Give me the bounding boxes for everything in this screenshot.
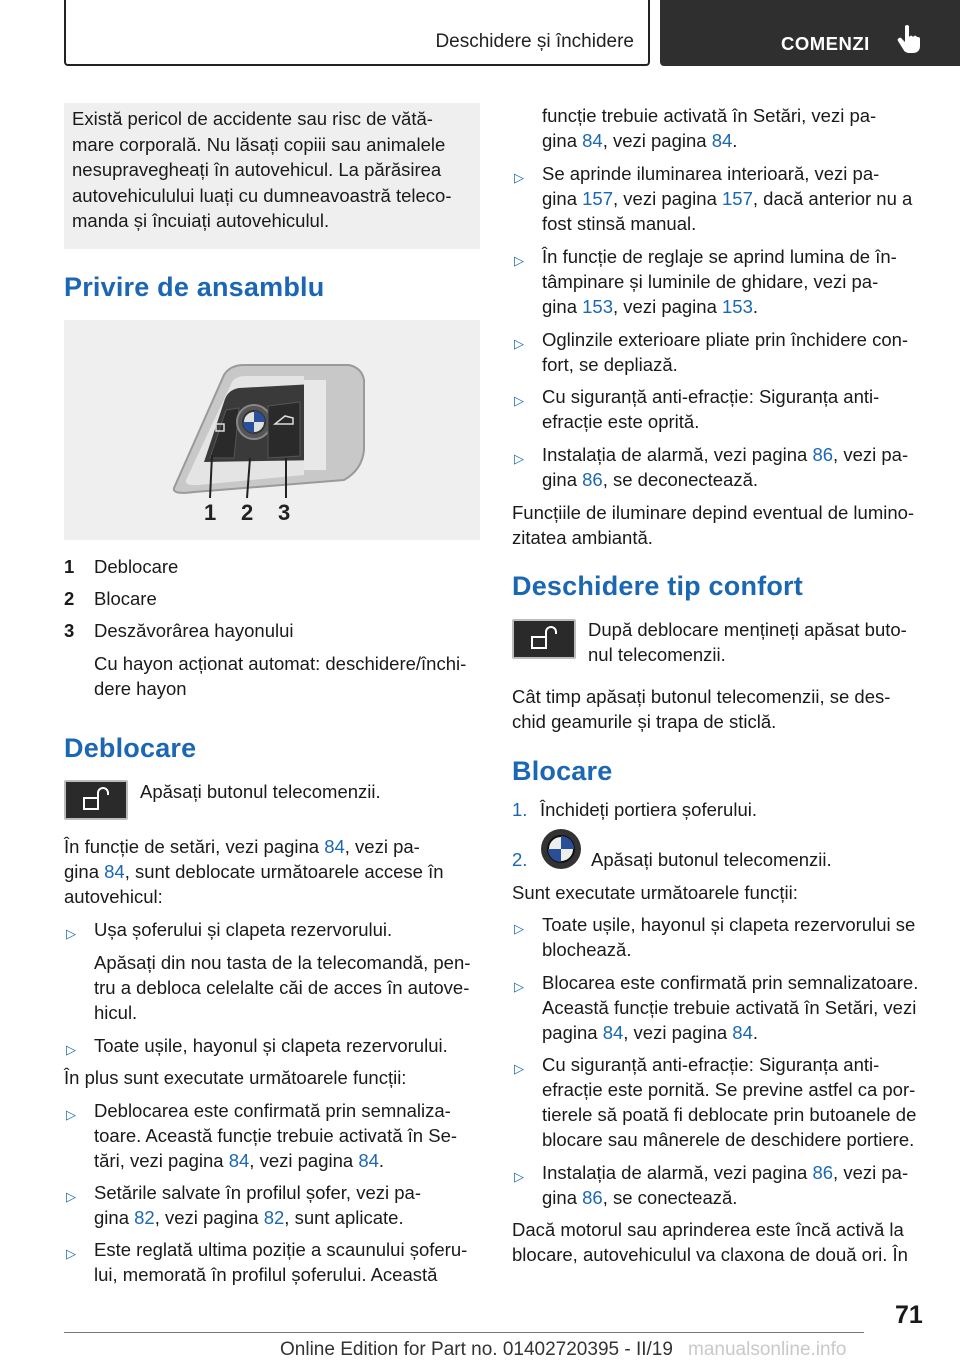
bullet-text: Blocarea este confirmată prin semnalizatoare. bbox=[542, 972, 919, 993]
bullet-text: gina 153, vezi pagina 153. bbox=[542, 296, 759, 317]
bullet-subtext: hicul. bbox=[94, 1002, 138, 1023]
bullet-subtext: tru a debloca celelalte căi de acces în autove- bbox=[94, 977, 470, 998]
bullet-text: efracție este pornită. Se previne astfel ca por- bbox=[542, 1079, 916, 1100]
bullet-triangle-icon: ▷ bbox=[66, 1189, 76, 1204]
bullet-triangle-icon: ▷ bbox=[66, 1042, 76, 1057]
bullet-triangle-icon: ▷ bbox=[66, 1107, 76, 1122]
page-link[interactable]: 84 bbox=[732, 1022, 753, 1043]
step-number: 1. bbox=[512, 799, 528, 820]
step-text: Apăsați butonul telecomenzii. bbox=[591, 849, 832, 870]
page-link[interactable]: 157 bbox=[582, 188, 613, 209]
open-lock-icon bbox=[66, 782, 126, 818]
page-link[interactable]: 84 bbox=[711, 130, 733, 151]
bullet-text: Deblocarea este confirmată prin semnaliza- bbox=[94, 1100, 451, 1121]
bullet-text: blocare sau mânerele de deschidere portiere. bbox=[542, 1129, 915, 1150]
bullet-text: fort, se depliază. bbox=[542, 354, 678, 375]
page-link[interactable]: 84 bbox=[358, 1150, 379, 1171]
bullet-triangle-icon: ▷ bbox=[66, 926, 76, 941]
bullet-text: tâmpinare și luminile de ghidare, vezi pa- bbox=[542, 271, 879, 292]
comfort-text: Cât timp apăsați butonul telecomenzii, se des- bbox=[512, 686, 891, 707]
edition-text: Online Edition for Part no. 01402720395 - II/19 bbox=[280, 1339, 673, 1360]
figure-label-1: 1 bbox=[204, 500, 217, 525]
bullet-text: tierele să poată fi deblocate prin butoanele de bbox=[542, 1104, 917, 1125]
bullet-text: Instalația de alarmă, vezi pagina 86, vezi pa- bbox=[542, 444, 909, 465]
legend-text: Blocare bbox=[94, 588, 157, 609]
footer-divider bbox=[64, 1332, 864, 1333]
bullet-text: blochează. bbox=[542, 939, 632, 960]
chapter-tab[interactable] bbox=[660, 0, 960, 66]
watermark-text: manualsonline.info bbox=[688, 1339, 847, 1360]
page-link[interactable]: 86 bbox=[812, 444, 834, 465]
bullet-text: gina 84, vezi pagina 84. bbox=[542, 130, 738, 151]
bullet-triangle-icon: ▷ bbox=[514, 253, 524, 268]
bullet-triangle-icon: ▷ bbox=[514, 1061, 524, 1076]
figure-label-2: 2 bbox=[241, 500, 254, 525]
page-link[interactable]: 157 bbox=[722, 188, 753, 209]
legend-text: Deszăvorârea hayonului bbox=[94, 620, 294, 641]
bullet-triangle-icon: ▷ bbox=[66, 1246, 76, 1261]
legend-num: 3 bbox=[64, 620, 75, 641]
warning-line: autovehiculului luați cu dumneavoastră teleco- bbox=[72, 184, 452, 206]
bullet-text: Această funcție trebuie activată în Setări, vezi bbox=[542, 997, 917, 1018]
bullet-text: Se aprinde iluminarea interioară, vezi pa- bbox=[542, 163, 880, 184]
unlock-button-image bbox=[64, 780, 128, 820]
note-text: Funcțiile de iluminare depind eventual de lumino- bbox=[512, 502, 915, 523]
warning-box bbox=[64, 103, 480, 249]
page-link[interactable]: 84 bbox=[324, 836, 345, 857]
overview-heading: Privire de ansamblu bbox=[64, 272, 325, 302]
lock-intro: Sunt executate următoarele funcții: bbox=[512, 882, 798, 903]
unlock-press-text: Apăsați butonul telecomenzii. bbox=[140, 781, 381, 802]
bullet-text: Setările salvate în profilul șofer, vezi pa- bbox=[94, 1182, 421, 1203]
bullet-text: pagina 84, vezi pagina 84. bbox=[542, 1022, 759, 1043]
bullet-text: În funcție de reglaje se aprind lumina de în- bbox=[542, 246, 897, 267]
bullet-text: Este reglată ultima poziție a scaunului șoferu- bbox=[94, 1239, 468, 1260]
bullet-text: fost stinsă manual. bbox=[542, 213, 697, 234]
key-fob-image bbox=[64, 320, 480, 540]
bullet-text: gina 157, vezi pagina 157, dacă anterior nu a bbox=[542, 188, 913, 209]
comfort-heading: Deschidere tip confort bbox=[512, 571, 803, 601]
page-link[interactable]: 84 bbox=[602, 1022, 624, 1043]
bullet-text: gina 86, se conectează. bbox=[542, 1187, 738, 1208]
bullet-text: gina 82, vezi pagina 82, sunt aplicate. bbox=[94, 1207, 404, 1228]
legend-subtext: Cu hayon acționat automat: deschidere/închi- bbox=[94, 653, 467, 674]
comfort-text: chid geamurile și trapa de sticlă. bbox=[512, 711, 777, 732]
warning-line: Există pericol de accidente sau risc de vătă- bbox=[72, 108, 433, 129]
comfort-button-image bbox=[512, 619, 576, 659]
page-number: 71 bbox=[895, 1301, 923, 1329]
bullet-triangle-icon: ▷ bbox=[514, 451, 524, 466]
bullet-text: Oglinzile exterioare pliate prin închidere con- bbox=[542, 329, 909, 350]
lock-end-text: Dacă motorul sau aprinderea este încă activă la bbox=[512, 1219, 904, 1240]
page-link[interactable]: 86 bbox=[582, 1187, 603, 1208]
figure-label-3: 3 bbox=[278, 500, 291, 525]
bullet-text: lui, memorată în profilul șoferului. Această bbox=[94, 1264, 438, 1285]
bullet-text: Cu siguranță anti-efracție: Siguranța anti- bbox=[542, 1054, 880, 1075]
bullet-subtext: Apăsați din nou tasta de la telecomandă, pen- bbox=[94, 952, 471, 973]
pointing-hand-icon bbox=[896, 24, 924, 54]
page-link[interactable]: 84 bbox=[582, 130, 603, 151]
bullet-triangle-icon: ▷ bbox=[514, 170, 524, 185]
lock-heading: Blocare bbox=[512, 756, 613, 786]
note-text: zitatea ambiantă. bbox=[512, 527, 653, 548]
bullet-triangle-icon: ▷ bbox=[514, 979, 524, 994]
step-number: 2. bbox=[512, 849, 528, 870]
page-link[interactable]: 153 bbox=[582, 296, 613, 317]
bullet-text: Cu siguranță anti-efracție: Siguranța anti- bbox=[542, 386, 880, 407]
comfort-press-text: nul telecomenzii. bbox=[588, 644, 726, 665]
bullet-text: Ușa șoferului și clapeta rezervorului. bbox=[94, 919, 393, 940]
comfort-press-text: După deblocare mențineți apăsat buto- bbox=[588, 619, 907, 640]
bullet-text: toare. Această funcție trebuie activată în Se- bbox=[94, 1125, 458, 1146]
warning-line: mare corporală. Nu lăsați copiii sau animalele bbox=[72, 133, 446, 155]
step-text: Închideți portiera șoferului. bbox=[540, 799, 757, 820]
bullet-text: efracție este oprită. bbox=[542, 411, 700, 432]
bmw-logo-button-icon bbox=[540, 828, 582, 870]
unlock-heading: Deblocare bbox=[64, 733, 197, 763]
page-link[interactable]: 84 bbox=[228, 1150, 250, 1171]
warning-line: nesupravegheați în autovehicul. La părăsirea bbox=[72, 159, 442, 180]
chapter-tab-label: COMENZI bbox=[781, 33, 870, 54]
bullet-text: gina 86, se deconectează. bbox=[542, 469, 759, 490]
bullet-text: funcție trebuie activată în Setări, vezi pa- bbox=[542, 105, 877, 126]
legend-num: 2 bbox=[64, 588, 75, 609]
bullet-triangle-icon: ▷ bbox=[514, 1169, 524, 1184]
section-title: Deschidere și închidere bbox=[435, 31, 634, 52]
bullet-text: Toate ușile, hayonul și clapeta rezervorului se bbox=[542, 914, 916, 935]
warning-line: manda și încuiați autovehiculul. bbox=[72, 210, 330, 231]
bullet-text: tări, vezi pagina 84, vezi pagina 84. bbox=[94, 1150, 385, 1171]
key-fob-figure bbox=[64, 320, 480, 540]
header-section-box bbox=[64, 0, 650, 66]
bullet-triangle-icon: ▷ bbox=[514, 336, 524, 351]
unlock-intro-line: gina 84, sunt deblocate următoarele accese în bbox=[64, 861, 444, 882]
page-link[interactable]: 82 bbox=[134, 1207, 155, 1228]
bullet-triangle-icon: ▷ bbox=[514, 393, 524, 408]
lock-end-text: blocare, autovehiculul va claxona de două ori. În bbox=[512, 1244, 908, 1265]
legend-text: Deblocare bbox=[94, 556, 179, 577]
page-link[interactable]: 153 bbox=[722, 296, 753, 317]
legend-subtext: dere hayon bbox=[94, 678, 187, 699]
bullet-text: Toate ușile, hayonul și clapeta rezervorului. bbox=[94, 1035, 448, 1056]
unlock-intro-line: În funcție de setări, vezi pagina 84, vezi pa- bbox=[64, 836, 420, 857]
page-link[interactable]: 86 bbox=[812, 1162, 834, 1183]
bullet-triangle-icon: ▷ bbox=[514, 921, 524, 936]
page-link[interactable]: 86 bbox=[582, 469, 603, 490]
page-link[interactable]: 84 bbox=[104, 861, 125, 882]
open-lock-icon bbox=[514, 621, 574, 657]
legend-num: 1 bbox=[64, 556, 75, 577]
also-text: În plus sunt executate următoarele funcții: bbox=[64, 1067, 407, 1088]
page-link[interactable]: 82 bbox=[263, 1207, 285, 1228]
unlock-intro-line: autovehicul: bbox=[64, 886, 163, 907]
bullet-text: Instalația de alarmă, vezi pagina 86, vezi pa- bbox=[542, 1162, 909, 1183]
